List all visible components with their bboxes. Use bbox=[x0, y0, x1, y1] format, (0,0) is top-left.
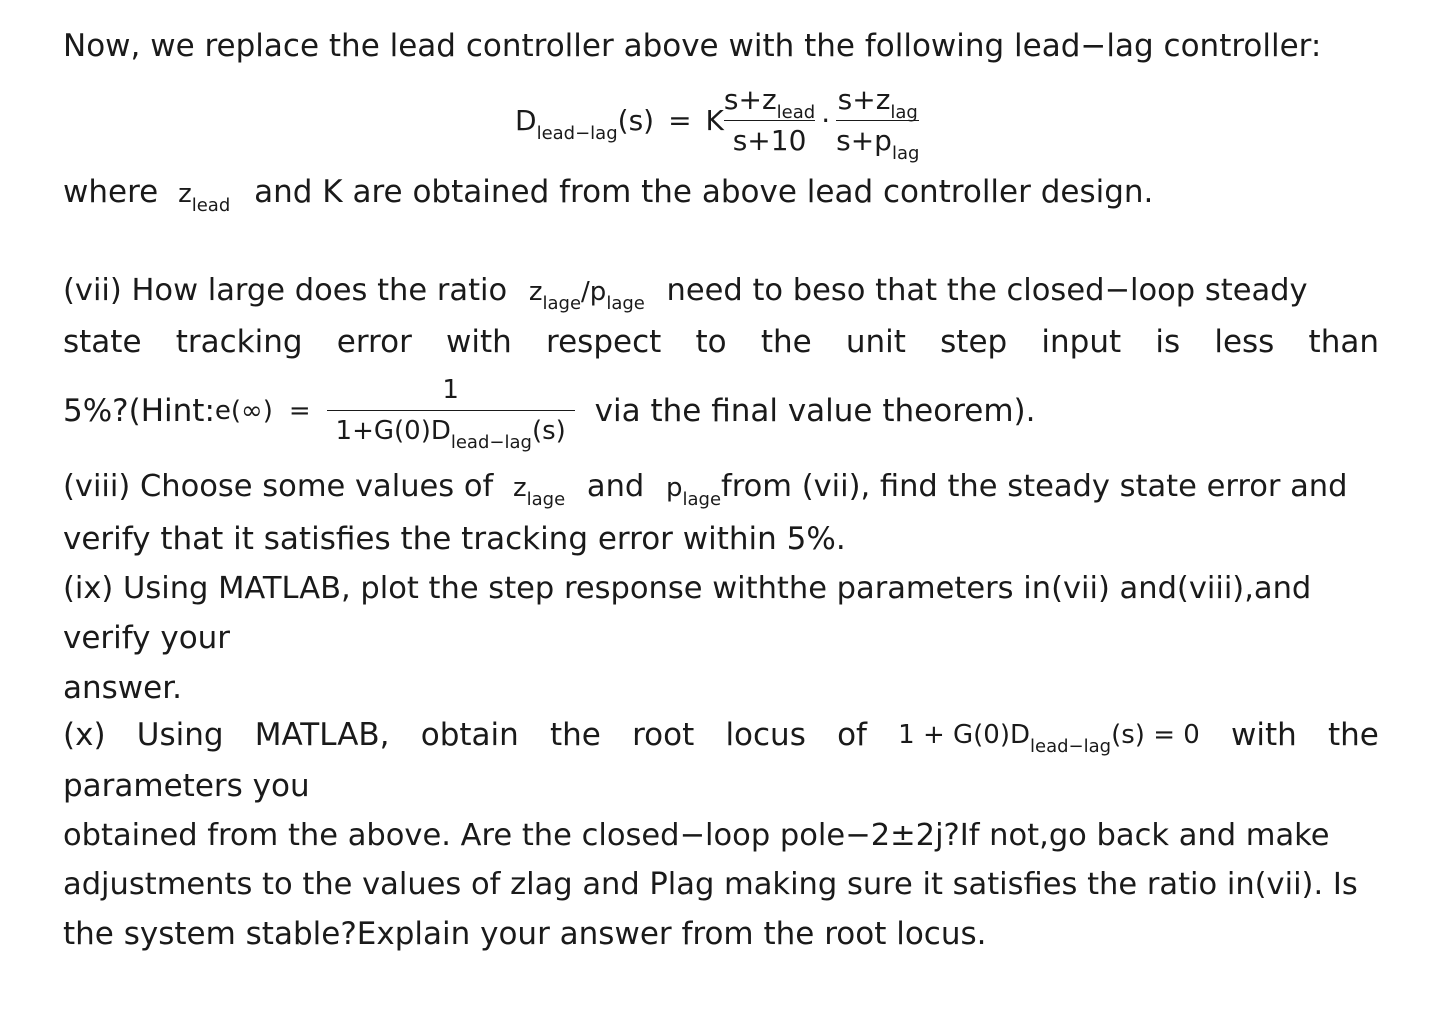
question-x-line1: (x) Using MATLAB, obtain the root locus of $1 + G(0)D_{lead-lag}(s) = 0$ with the bbox=[63, 717, 1379, 757]
controller-equation bbox=[515, 80, 920, 164]
hint-fraction: $\frac{1}{1+G(0)D_{lead-lag}(s)}$ bbox=[327, 370, 575, 451]
question-x-line3: obtained from the above. Are the closed−loop pole−2±2j?If not,go back and make bbox=[63, 818, 1330, 853]
eq-dot: · bbox=[821, 103, 831, 137]
question-ix-line3: answer. bbox=[63, 670, 182, 706]
question-x-line4: adjustments to the values of zlag and Plag making sure it satisfies the ratio in(vii). Is bbox=[63, 867, 1358, 902]
eq-frac-lag: $\frac{s+z_{lag}}{s+p_{lag}}$ bbox=[836, 80, 919, 161]
question-x-line2: parameters you bbox=[63, 768, 310, 804]
eq-frac-lead: $\frac{s+z_{lead}}{s+10}$ bbox=[724, 80, 815, 161]
question-x-line5: the system stable?Explain your answer from the root locus. bbox=[63, 916, 987, 952]
where-line: where $z_{lead}$ and K are obtained from the above lead controller design. bbox=[63, 174, 1154, 216]
question-viii-line1: (viii) Choose some values of $z_{lage}$ and $p_{lage}from$ (vii), find the steady state error and bbox=[63, 469, 1348, 510]
eq-d: $D_{lead-lag}(s)$ bbox=[515, 103, 655, 144]
question-viii-line2: verify that it satisfies the tracking error within 5%. bbox=[63, 521, 846, 557]
question-vii-line1: (vii) How large does the ratio $z_{lage}/p_{lage}$ need to beso that the closed−loop steady bbox=[63, 273, 1308, 314]
intro-line: Now, we replace the lead controller above with the following lead−lag controller: bbox=[63, 28, 1322, 64]
question-vii-line2: state tracking error with respect to the unit step input is less than bbox=[63, 324, 1379, 360]
characteristic-equation: $1 + G(0)D_{lead-lag}(s) = 0$ bbox=[898, 720, 1200, 757]
question-ix-line2: verify your bbox=[63, 620, 231, 656]
question-ix-line1: (ix) Using MATLAB, plot the step response withthe parameters in(vii) and(viii),and bbox=[63, 571, 1312, 606]
question-vii-hint: 5%?(Hint: e(∞) = $\frac{1}{1+G(0)D_{lead-lag}(s)}$ via the final value theorem). bbox=[63, 370, 1379, 451]
eq-k: K bbox=[705, 103, 724, 137]
eq-equals: = bbox=[668, 103, 692, 137]
